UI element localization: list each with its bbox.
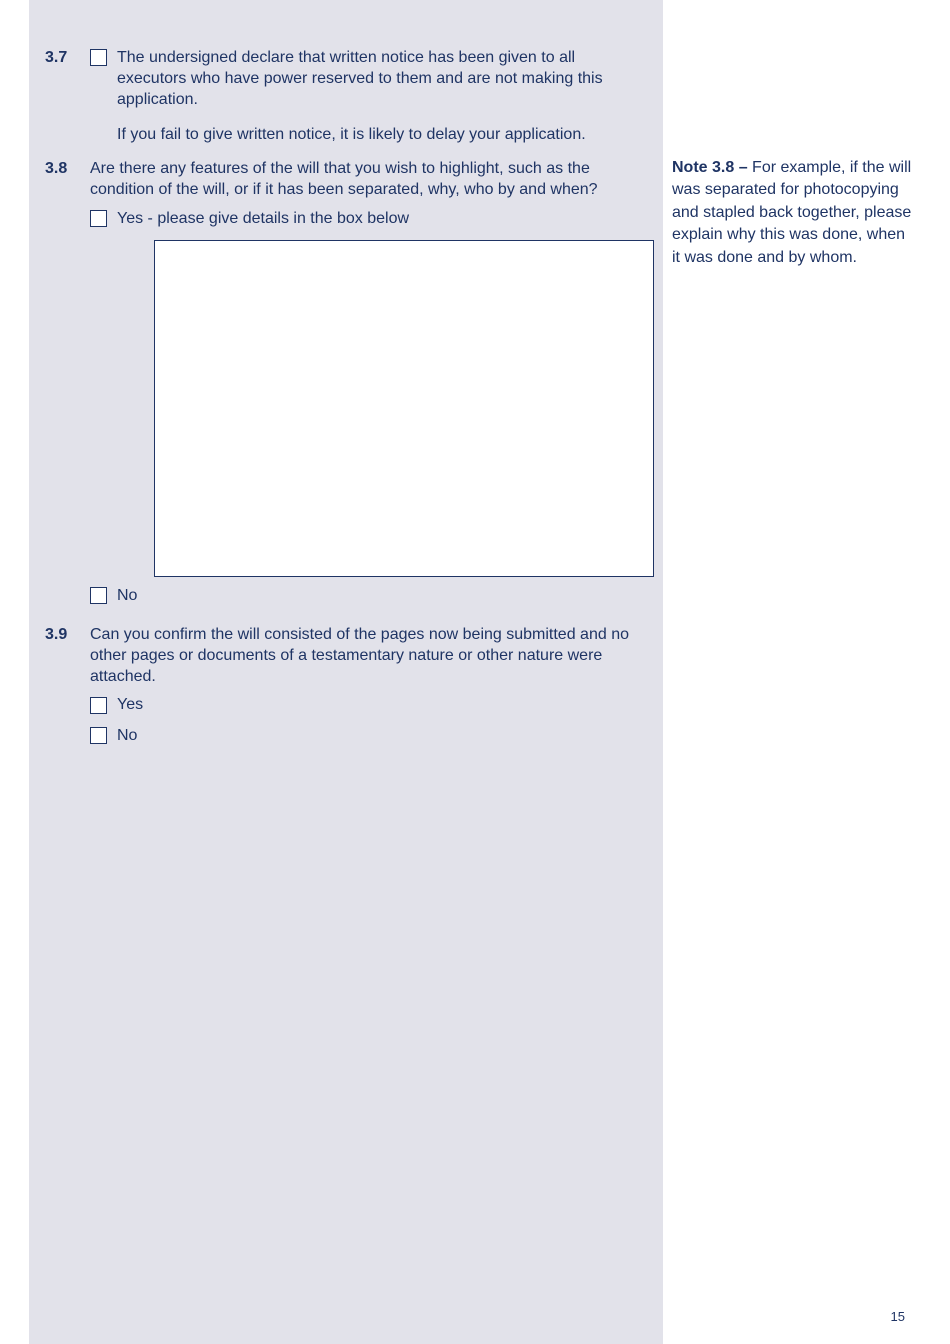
q3-9-no-label: No bbox=[117, 727, 138, 744]
question-3-9-number: 3.9 bbox=[45, 626, 68, 643]
note-3-8-body: For example, if the will was separated for photocopying and stapled back together, please explain why this was done, when it was done and by whom. bbox=[672, 159, 912, 266]
q3-8-question: Are there any features of the will that you wish to highlight, such as the condition of the will, or if it has been separated, why, who by and when? bbox=[90, 160, 598, 198]
q3-9-no-checkbox[interactable] bbox=[90, 727, 107, 744]
q3-9-yes-checkbox[interactable] bbox=[90, 697, 107, 714]
q3-8-details-textarea[interactable] bbox=[154, 240, 654, 577]
q3-7-statement: The undersigned declare that written notice has been given to all executors who have power reserved to them and are not making this application. bbox=[117, 49, 603, 108]
page-number: 15 bbox=[890, 1309, 905, 1324]
q3-9-yes-label: Yes bbox=[117, 696, 144, 713]
q3-7-declaration-checkbox[interactable] bbox=[90, 49, 107, 66]
q3-9-question: Can you confirm the will consisted of the pages now being submitted and no other pages or documents of a testamentary nature or other nature were attached. bbox=[90, 626, 629, 685]
q3-8-yes-label: Yes - please give details in the box below bbox=[117, 210, 410, 227]
question-3-8-number: 3.8 bbox=[45, 160, 68, 177]
q3-8-no-checkbox[interactable] bbox=[90, 587, 107, 604]
note-3-8-heading: Note 3.8 – bbox=[672, 159, 748, 176]
q3-8-no-label: No bbox=[117, 587, 138, 604]
question-3-7-number: 3.7 bbox=[45, 49, 68, 66]
q3-8-yes-checkbox[interactable] bbox=[90, 210, 107, 227]
note-3-8 bbox=[672, 157, 912, 269]
q3-7-warning: If you fail to give written notice, it is likely to delay your application. bbox=[117, 126, 586, 143]
